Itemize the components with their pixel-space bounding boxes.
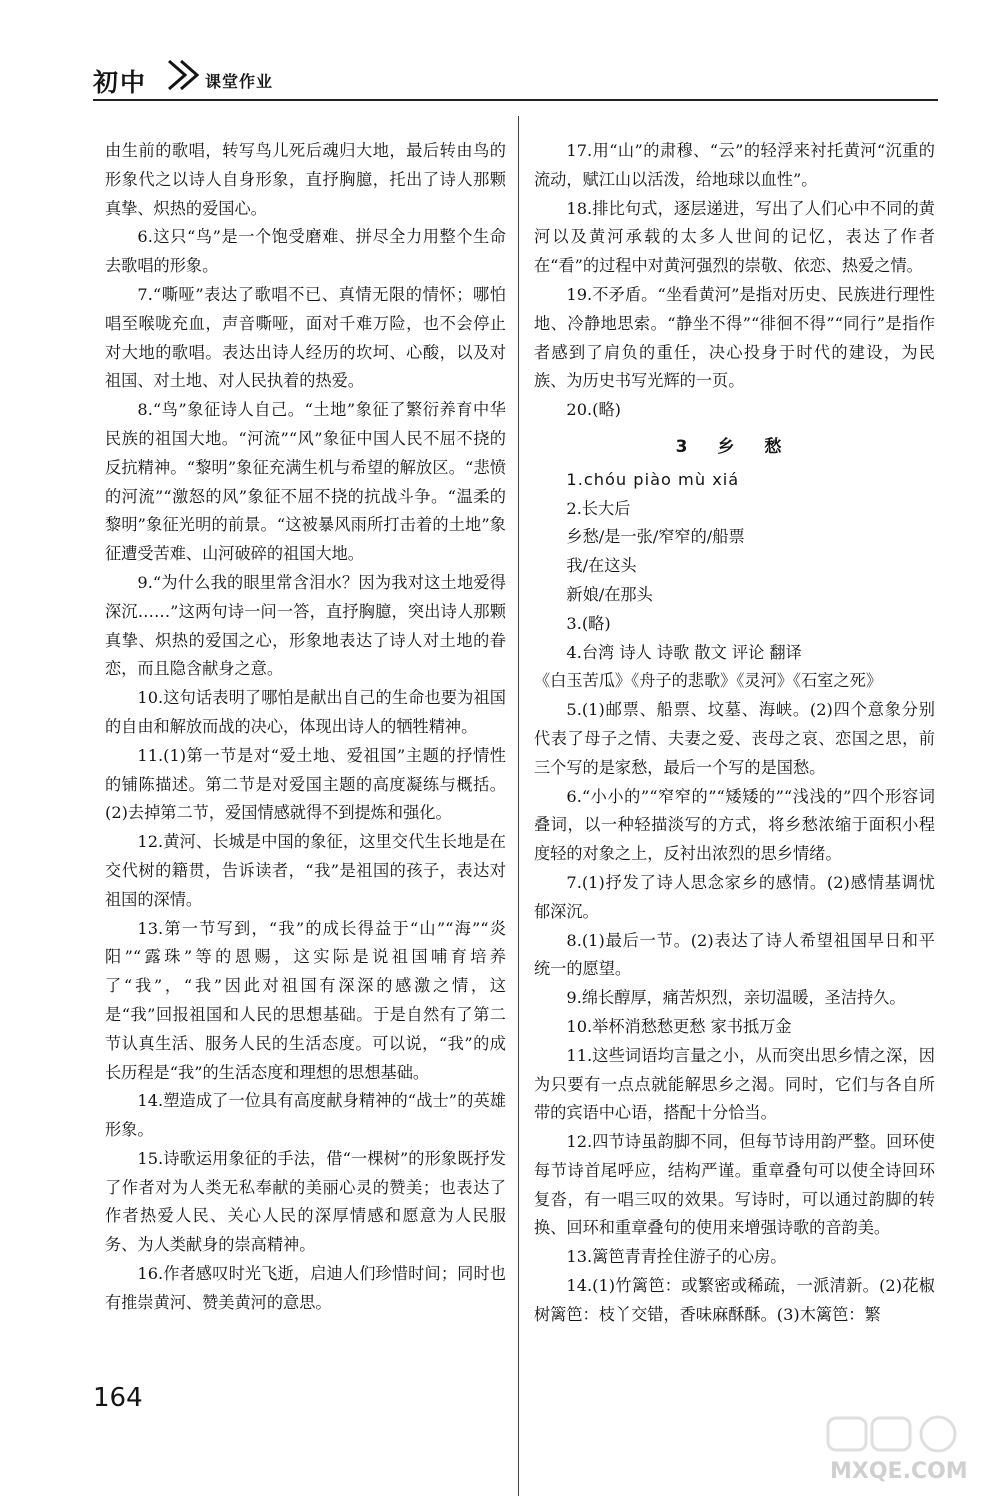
answer-paragraph: 3.(略) xyxy=(566,613,611,633)
answer-paragraph: 10.这句话表明了哪怕是献出自己的生命也要为祖国的自由和解放而战的决心，体现出诗人的牺牲精神。 xyxy=(105,688,506,736)
section-title: 3 乡 愁 xyxy=(675,436,794,457)
answer-paragraph: 10.举杯消愁愁更愁 家书抵万金 xyxy=(566,1016,792,1036)
answer-paragraph: 19.不矛盾。“坐看黄河”是指对历史、民族进行理性地、冷静地思索。“静坐不得”“徘徊不得”“同行”是指作者感到了肩负的重任，决心投身于时代的建设，为民族、为历史书写光辉的一页。 xyxy=(534,284,935,391)
answer-paragraph: 1.chóu piào mù xiá xyxy=(566,469,740,489)
right-column-bottom xyxy=(534,466,935,1330)
answer-paragraph: 由生前的歌唱，转写鸟儿死后魂归大地，最后转由鸟的形象代之以诗人自身形象，直抒胸臆，托出了诗人那颗真挚、炽热的爱国心。 xyxy=(105,141,506,218)
answer-paragraph: 12.四节诗虽韵脚不同，但每节诗用韵严整。回环使每节诗首尾呼应，结构严谨。重章叠句可以使全诗回环复沓，有一唱三叹的效果。写诗时，可以通过韵脚的转换、回环和重章叠句的使用来增强诗歌的音韵美。 xyxy=(534,1132,935,1238)
right-column xyxy=(534,137,935,1330)
answer-paragraph: 12.黄河、长城是中国的象征，这里交代生长地是在交代树的籍贯，告诉读者，“我”是祖国的孩子，表达对祖国的深情。 xyxy=(105,832,506,909)
answer-paragraph: 《白玉苦瓜》《舟子的悲歌》《灵河》《石室之死》 xyxy=(534,671,883,691)
brand-title: 初中 xyxy=(93,68,148,97)
svg-text:MXQE.COM: MXQE.COM xyxy=(830,1459,968,1484)
answer-paragraph: 17.用“山”的肃穆、“云”的轻浮来衬托黄河“沉重的流动，赋江山以活泼，给地球以血性”。 xyxy=(534,141,935,189)
answer-paragraph: 9.“为什么我的眼里常含泪水？因为我对这土地爱得深沉……”这两句诗一问一答，直抒胸臆，突出诗人那颗真挚、炽热的爱国之心，形象地表达了诗人对土地的眷恋，而且隐含献身之意。 xyxy=(105,572,506,679)
answer-paragraph: 11.(1)第一节是对“爱土地、爱祖国”主题的抒情性的铺陈描述。第二节是对爱国主题的高度凝练与概括。(2)去掉第二节，爱国情感就得不到提炼和强化。 xyxy=(105,745,506,823)
header-rule xyxy=(93,99,938,101)
answer-paragraph: 18.排比句式，逐层递进，写出了人们心中不同的黄河以及黄河承载的太多人世间的记忆，表达了作者在“看”的过程中对黄河强烈的崇敬、依恋、热爱之情。 xyxy=(534,198,935,276)
answer-paragraph: 13.篱笆青青拴住游子的心房。 xyxy=(566,1247,787,1267)
column-divider xyxy=(518,116,519,1496)
page-header xyxy=(93,55,938,99)
answer-paragraph: 我/在这头 xyxy=(566,556,637,576)
answer-paragraph: 16.作者感叹时光飞逝，启迪人们珍惜时间；同时也有推崇黄河、赞美黄河的意思。 xyxy=(105,1264,506,1312)
answer-paragraph: 15.诗歌运用象征的手法，借“一棵树”的形象既抒发了作者对为人类无私奉献的美丽心灵的赞美；也表达了作者热爱人民、关心人民的深厚情感和愿意为人民服务、为人类献身的崇高精神。 xyxy=(105,1148,506,1255)
answer-paragraph: 6.这只“鸟”是一个饱受磨难、拼尽全力用整个生命去歌唱的形象。 xyxy=(105,227,506,276)
answer-paragraph: 8.(1)最后一节。(2)表达了诗人希望祖国早日和平统一的愿望。 xyxy=(534,930,935,979)
left-column xyxy=(105,137,506,1318)
answer-paragraph: 新娘/在那头 xyxy=(566,584,653,604)
answer-paragraph: 7.(1)抒发了诗人思念家乡的感情。(2)感情基调忧郁深沉。 xyxy=(534,872,935,921)
header-subtitle: 课堂作业 xyxy=(205,72,274,91)
answer-paragraph: 20.(略) xyxy=(566,400,621,420)
answer-paragraph: 6.“小小的”“窄窄的”“矮矮的”“浅浅的”四个形容词叠词，以一种轻描淡写的方式，将乡愁浓缩于面积小程度轻的对象之上，反衬出浓烈的思乡情绪。 xyxy=(534,786,935,864)
answer-paragraph: 4.台湾 诗人 诗歌 散文 评论 翻译 xyxy=(566,642,802,662)
answer-paragraph: 14.(1)竹篱笆：或繁密或稀疏，一派清新。(2)花椒树篱笆：枝丫交错，香味麻酥酥。(3)木篱笆：繁 xyxy=(534,1276,935,1324)
answer-paragraph: 2.长大后 xyxy=(566,498,631,518)
answer-paragraph: 14.塑造成了一位具有高度献身精神的“战士”的英雄形象。 xyxy=(105,1091,506,1140)
answer-paragraph: 5.(1)邮票、船票、坟墓、海峡。(2)四个意象分别代表了母子之情、夫妻之爱、丧母之哀、恋国之思，前三个写的是家愁，最后一个写的是国愁。 xyxy=(534,700,935,777)
watermark-logo xyxy=(820,1412,990,1487)
answer-paragraph: 13.第一节写到，“我”的成长得益于“山”“海”“炎阳”“露珠”等的恩赐，这实际是说祖国哺育培养了“我”，“我”因此对祖国有深深的感激之情，这是“我”回报祖国和人民的思想基础。于是自然有了第二节认真生活、服务人民的生活态度。可以说，“我”的成长历程是“我”的生活态度和理想的思想基础。 xyxy=(105,918,506,1082)
answer-paragraph: 乡愁/是一张/窄窄的/船票 xyxy=(566,527,745,547)
answer-paragraph: 7.“嘶哑”表达了歌唱不已、真情无限的情怀；哪怕唱至喉咙充血，声音嘶哑，面对千难万险，也不会停止对大地的歌唱。表达出诗人经历的坎坷、心酸，以及对祖国、对土地、对人民执着的热爱。 xyxy=(105,284,506,391)
right-column-top xyxy=(534,137,935,425)
answer-paragraph: 8.“鸟”象征诗人自己。“土地”象征了繁衍养育中华民族的祖国大地。“河流”“风”象征中国人民不屈不挠的反抗精神。“黎明”象征充满生机与希望的解放区。“悲愤的河流”“激怒的风”象征不屈不挠的抗战斗争。“温柔的黎明”象征光明的前景。“这被暴风雨所打击着的土地”象征遭受苦难、山河破碎的祖国大地。 xyxy=(105,400,506,564)
answer-paragraph: 9.绵长醇厚，痛苦炽烈，亲切温暖，圣洁持久。 xyxy=(566,988,906,1008)
answer-paragraph: 11.这些词语均言量之小，从而突出思乡情之深，因为只要有一点点就能解思乡之渴。同时，它们与各自所带的宾语中心语，搭配十分恰当。 xyxy=(534,1045,935,1123)
page-number: 164 xyxy=(93,1383,143,1413)
